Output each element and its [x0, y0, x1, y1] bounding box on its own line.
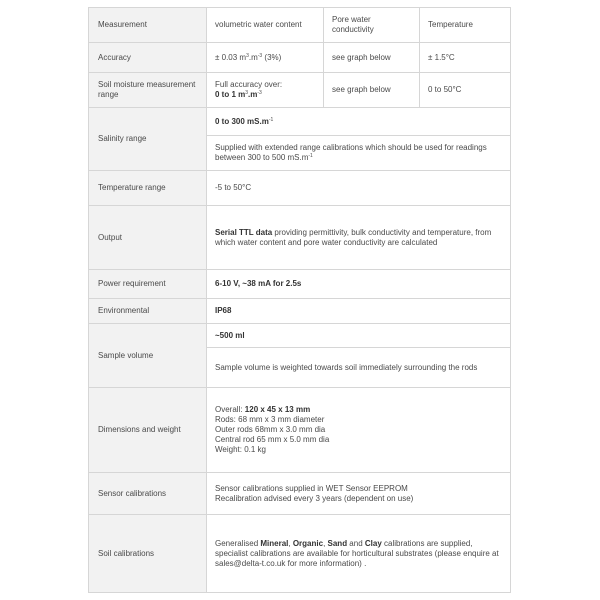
table-row [89, 473, 511, 515]
table-row [89, 43, 511, 73]
dimensions-outer: Outer rods 68mm x 3.0 mm dia [215, 425, 326, 434]
salinity-value-sup: -1 [268, 116, 274, 123]
sensor-cal-label: Sensor calibrations [89, 473, 207, 515]
table-row [89, 108, 511, 136]
soil-cal-t4: and [347, 538, 365, 548]
sample-volume-label: Sample volume [89, 324, 207, 388]
table-row [89, 73, 511, 108]
dimensions-overall-value: 120 x 45 x 13 mm [244, 405, 311, 414]
accuracy-label: Accuracy [89, 43, 207, 73]
sample-volume-note: Sample volume is weighted towards soil immediately surrounding the rods [207, 348, 511, 388]
dimensions-rods: Rods: 68 mm x 3 mm diameter [215, 415, 325, 424]
salinity-value [207, 108, 511, 136]
power-value [207, 270, 511, 299]
salinity-note-text: Supplied with extended range calibrations which should be used for readings between 300 to 500 mS.m [215, 143, 487, 162]
salinity-note [207, 136, 511, 171]
soil-range-line1: Full accuracy over: [215, 80, 283, 89]
soil-range-mid: .m [248, 90, 258, 99]
salinity-note-sup: -1 [308, 153, 313, 159]
soil-cal-t3: , [323, 538, 328, 548]
table-row [89, 299, 511, 324]
soil-cal-label: Soil calibrations [89, 515, 207, 593]
sample-volume-value [207, 324, 511, 348]
dimensions-overall-label: Overall: [215, 405, 245, 414]
specification-table [88, 7, 511, 593]
output-value [207, 206, 511, 270]
output-bold: Serial TTL data [215, 227, 273, 237]
temp-range-label: Temperature range [89, 171, 207, 206]
soil-cal-t2: , [288, 538, 293, 548]
accuracy-water-sup2: -3 [257, 52, 263, 59]
salinity-value-pre: 0 to 300 mS.m [215, 116, 269, 126]
soil-range-water-value [207, 73, 324, 108]
sensor-cal-line2: Recalibration advised every 3 years (dependent on use) [215, 493, 414, 503]
accuracy-water-mid: .m [248, 52, 258, 62]
output-label: Output [89, 206, 207, 270]
soil-range-temp-value: 0 to 50°C [420, 73, 511, 108]
dimensions-value [207, 388, 511, 473]
soil-cal-clay: Clay [364, 538, 382, 548]
spec-sheet [88, 7, 510, 600]
temp-range-value: -5 to 50°C [207, 171, 511, 206]
sample-volume-value-text: ~500 ml [215, 330, 245, 340]
accuracy-water-pre: ± 0.03 m [215, 52, 247, 62]
soil-range-sup2: -3 [257, 90, 262, 96]
header-measurement: Measurement [89, 8, 207, 43]
table-row [89, 324, 511, 348]
dimensions-weight: Weight: 0.1 kg [215, 445, 266, 454]
salinity-label: Salinity range [89, 108, 207, 171]
header-pore-water: Pore water conductivity [324, 8, 420, 43]
header-temperature: Temperature [420, 8, 511, 43]
soil-cal-value [207, 515, 511, 593]
soil-range-label: Soil moisture measurement range [89, 73, 207, 108]
accuracy-water-sup1: 3 [246, 52, 249, 59]
accuracy-pore-value: see graph below [324, 43, 420, 73]
power-value-text: 6-10 V, ~38 mA for 2.5s [215, 279, 302, 288]
soil-range-line2-pre: 0 to 1 m [215, 90, 246, 99]
soil-range-line2 [215, 90, 318, 100]
environmental-value [207, 299, 511, 324]
soil-cal-t1: Generalised [215, 538, 261, 548]
table-row [89, 515, 511, 593]
table-row [89, 388, 511, 473]
accuracy-water-value [207, 43, 324, 73]
soil-range-sup1: 3 [245, 90, 249, 96]
accuracy-water-post: (3%) [262, 52, 282, 62]
sensor-cal-value [207, 473, 511, 515]
table-row [89, 171, 511, 206]
environmental-value-text: IP68 [215, 306, 232, 315]
table-row [89, 270, 511, 299]
soil-range-pore-value: see graph below [324, 73, 420, 108]
accuracy-temp-value: ± 1.5°C [420, 43, 511, 73]
dimensions-central: Central rod 65 mm x 5.0 mm dia [215, 435, 330, 444]
header-volumetric-water: volumetric water content [207, 8, 324, 43]
soil-cal-sand: Sand [327, 538, 348, 548]
soil-cal-t5: calibrations are supplied, specialist calibrations are available for horticultural substrates (please enquire at sales@delta-t.co.uk for more information) . [215, 538, 499, 568]
soil-cal-organic: Organic [292, 538, 324, 548]
power-label: Power requirement [89, 270, 207, 299]
table-row [89, 8, 511, 43]
dimensions-overall [215, 405, 505, 415]
output-text: providing permittivity, bulk conductivity and temperature, from which water content and pore water conductivity are calculated [215, 227, 492, 247]
table-row [89, 206, 511, 270]
environmental-label: Environmental [89, 299, 207, 324]
sensor-cal-line1: Sensor calibrations supplied in WET Sensor EEPROM [215, 483, 408, 493]
dimensions-label: Dimensions and weight [89, 388, 207, 473]
soil-cal-mineral: Mineral [260, 538, 289, 548]
